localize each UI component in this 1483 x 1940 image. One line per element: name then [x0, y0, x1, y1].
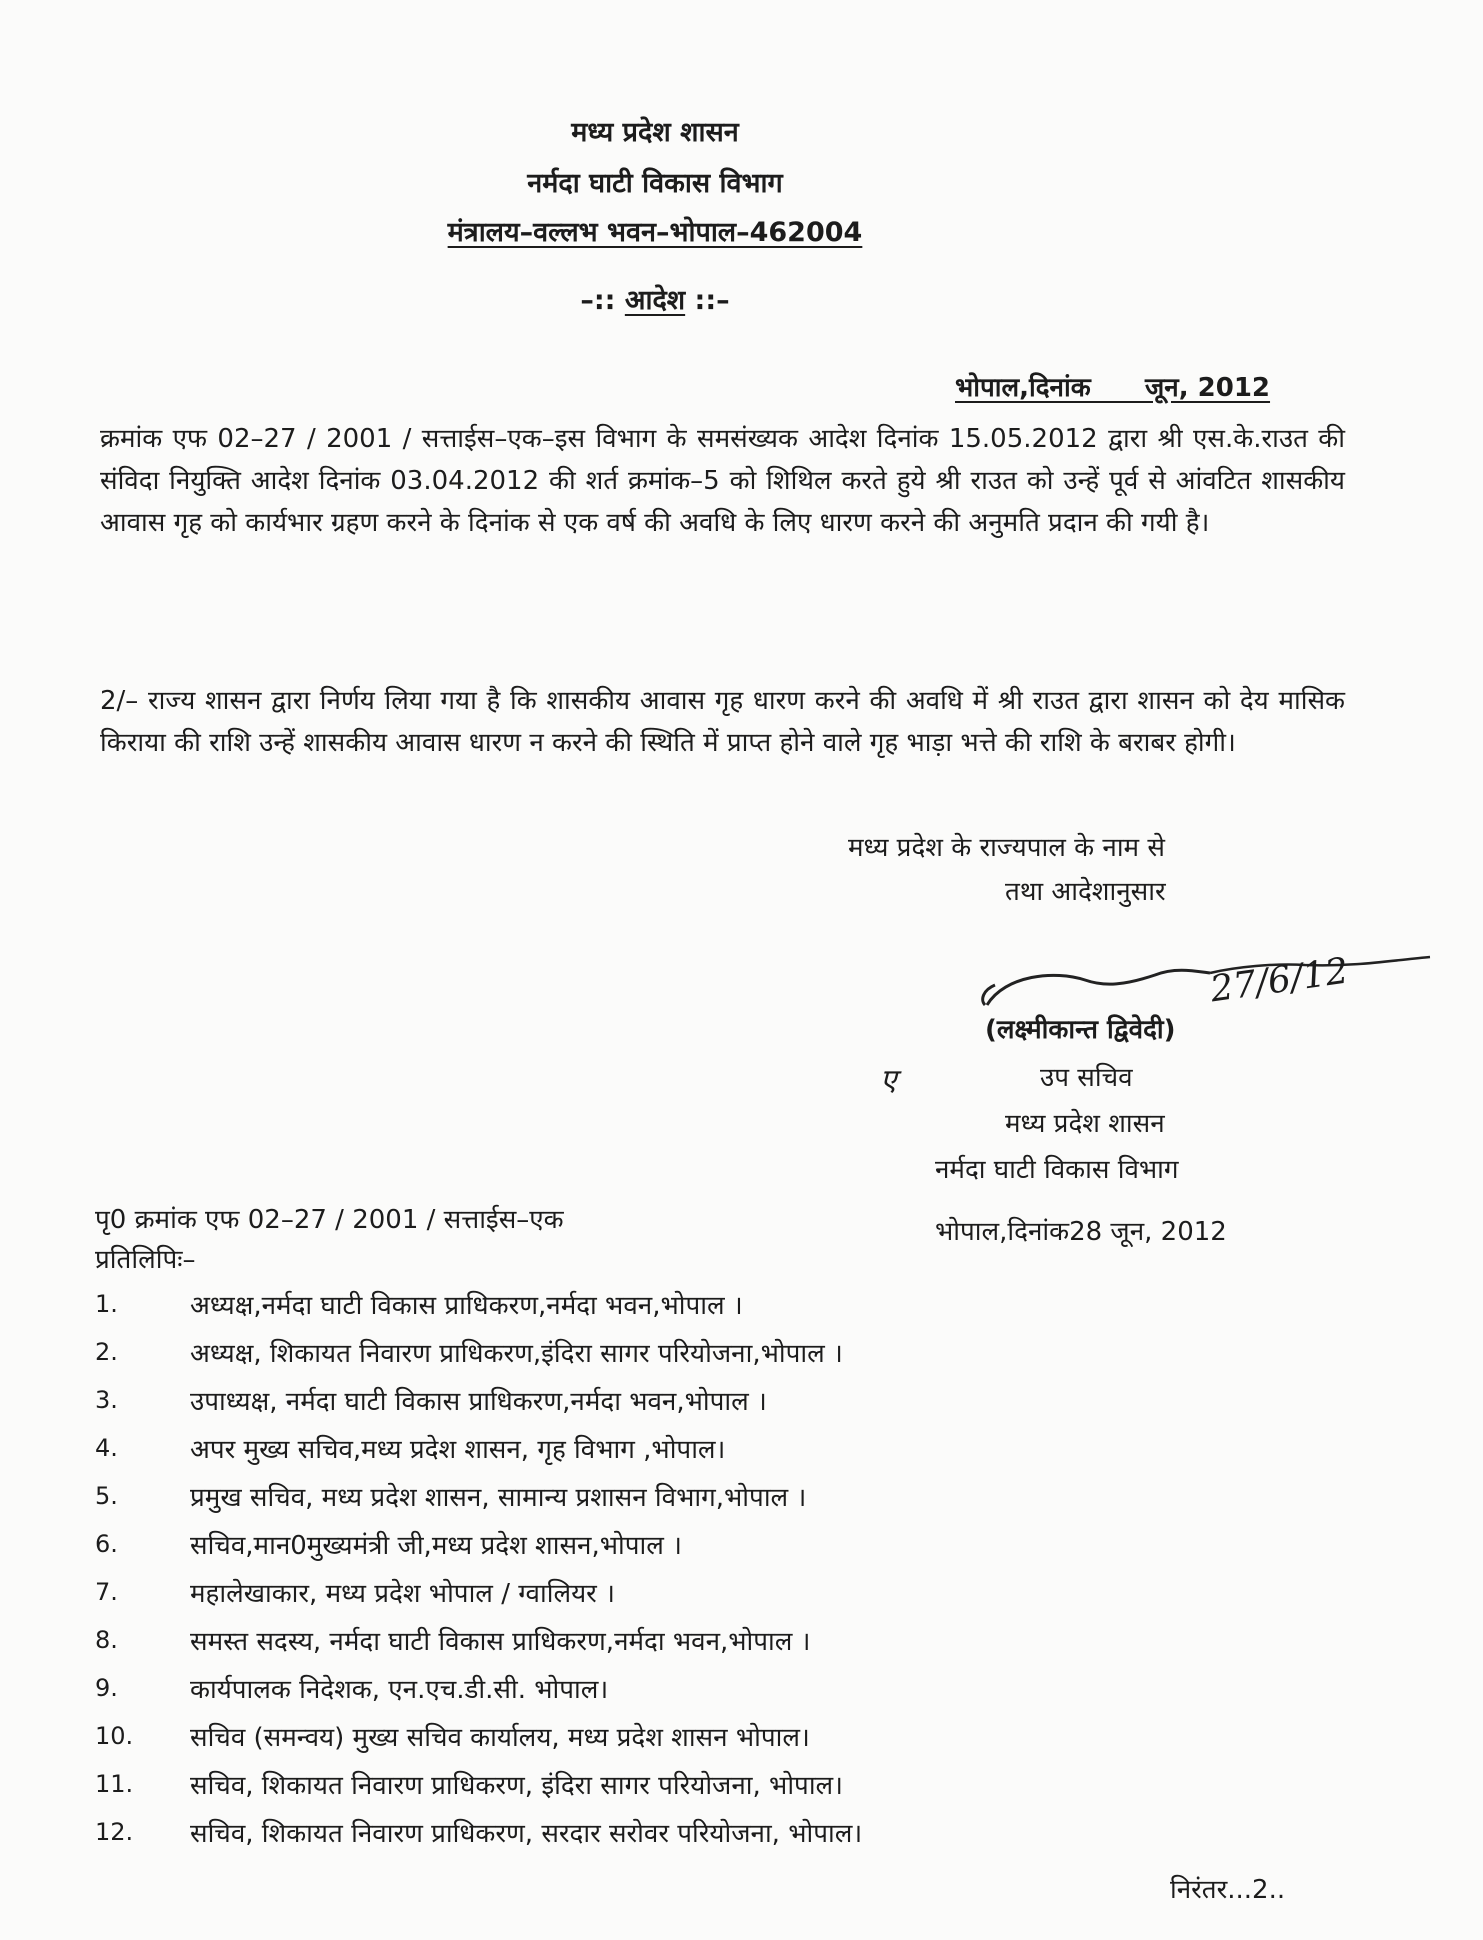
document-page: मध्य प्रदेश शासन नर्मदा घाटी विकास विभाग मंत्रालय–वल्लभ भवन–भोपाल–462004 –:: आदेश ::– भोपाल,दिनांक जून, 2012 क्रमांक एफ 02–27 / 2001 / सत्ताईस–एक–इस विभाग के समसंख्यक आदेश दिनांक 15.05.2012 द्वारा श्री एस.के.राउत की संविदा नियुक्ति आदेश दिनांक 03.04.2012 की शर्त क्रमांक–5 को शिथिल करते हुये श्री राउत को उन्हें पूर्व से आंवटित शासकीय आवास गृह को कार्यभार ग्रहण करने के दिनांक से एक वर्ष की अवधि के लिए धारण करने की अनुमति प्रदान की गयी है। 2/– राज्य शासन द्वारा निर्णय लिया गया है कि शासकीय आवास गृह धारण करने की अवधि में श्री राउत द्वारा शासन को देय मासिक किराया की राशि उन्हें शासकीय आवास धारण न करने की स्थिति में प्राप्त होने वाले गृह भाड़ा भत्ते की राशि के बराबर होगी। मध्य प्रदेश के राज्यपाल के नाम से तथा आदेशानुसार 27/6/12 (लक्ष्मीकान्त द्विवेदी) ए उप सचिव मध्य प्रदेश शासन नर्मदा घाटी विकास विभाग पृ0 क्रमांक एफ 02–27 / 2001 / सत्ताईस–एक भोपाल,दिनांक28 जून, 2012 प्रतिलिपिः– 1. अध्यक्ष,नर्मदा घाटी विकास प्राधिकरण,नर्मदा भवन,भोपाल । 2. अध्यक्ष, शिकायत निवारण प्राधिकरण,इंदिरा सागर परियोजना,भोपाल । 3. उपाध्यक्ष, नर्मदा घाटी विकास प्राधिकरण,नर्मदा भवन,भोपाल । 4. अपर मुख्य सचिव,मध्य प्रदेश शासन, गृह विभाग ,भोपाल। 5. प्रमुख सचिव, मध्य प्रदेश शासन, सामान्य प्रशासन विभाग,भोपाल । 6. सचिव,मान0मुख्यमंत्री जी,मध्य प्रदेश शासन,भोपाल । 7. महालेखाकार, मध्य प्रदेश भोपाल / ग्वालियर । 8. समस्त सदस्य, नर्मदा घाटी विकास प्राधिकरण,नर्मदा भवन,भोपाल । 9. कार्यपालक निदेशक, एन.एच.डी.सी. भोपाल। 10. सचिव (समन्वय) मुख्य सचिव कार्यालय, मध्य प्रदेश शासन भोपाल। 11. सचिव, शिकायत निवारण प्राधिकरण, इंदिरा सागर परियोजना, भोपाल। 12. सचिव, शिकायत निवारण प्राधिकरण, सरदार सरोवर परियोजना, भोपाल। निरंतर...2..: [0, 0, 1483, 1940]
copy-to-label: प्रतिलिपिः–: [95, 1245, 196, 1275]
order-title: आदेश: [624, 285, 686, 316]
closing-line-2: तथा आदेशानुसार: [1005, 877, 1166, 907]
header-govt: मध्य प्रदेश शासन: [571, 117, 739, 148]
initial-mark: ए: [880, 1063, 897, 1098]
handwritten-date: 27/6/12: [1207, 950, 1351, 1011]
order-date: भोपाल,दिनांक जून, 2012: [955, 373, 1271, 403]
closing-line-1: मध्य प्रदेश के राज्यपाल के नाम से: [848, 833, 1165, 863]
order-suffix: ::–: [685, 285, 730, 316]
paragraph-1: क्रमांक एफ 02–27 / 2001 / सत्ताईस–एक–इस विभाग के समसंख्यक आदेश दिनांक 15.05.2012 द्वारा श्री एस.के.राउत की संविदा नियुक्ति आदेश दिनांक 03.04.2012 की शर्त क्रमांक–5 को शिथिल करते हुये श्री राउत को उन्हें पूर्व से आंवटित शासकीय आवास गृह को कार्यभार ग्रहण करने के दिनांक से एक वर्ष की अवधि के लिए धारण करने की अनुमति प्रदान की गयी है।: [100, 424, 1345, 538]
header-address: मंत्रालय–वल्लभ भवन–भोपाल–462004: [447, 217, 863, 248]
continued-note: निरंतर...2..: [1170, 1875, 1286, 1905]
order-prefix: –::: [580, 285, 625, 316]
signatory-name: (लक्ष्मीकान्त द्विवेदी): [985, 1015, 1176, 1045]
paragraph-2: 2/– राज्य शासन द्वारा निर्णय लिया गया है कि शासकीय आवास गृह धारण करने की अवधि में श्री राउत द्वारा शासन को देय मासिक किराया की राशि उन्हें शासकीय आवास धारण न करने की स्थिति में प्राप्त होने वाले गृह भाड़ा भत्ते की राशि के बराबर होगी।: [100, 686, 1345, 758]
endorsement-ref: पृ0 क्रमांक एफ 02–27 / 2001 / सत्ताईस–एक: [95, 1205, 564, 1235]
signatory-department: नर्मदा घाटी विकास विभाग: [935, 1155, 1179, 1185]
endorsement-date: भोपाल,दिनांक28 जून, 2012: [935, 1217, 1227, 1247]
signatory-designation: उप सचिव: [1040, 1063, 1133, 1093]
header-department: नर्मदा घाटी विकास विभाग: [527, 168, 783, 199]
order-heading: [0, 280, 1310, 317]
signatory-govt: मध्य प्रदेश शासन: [1005, 1109, 1165, 1139]
